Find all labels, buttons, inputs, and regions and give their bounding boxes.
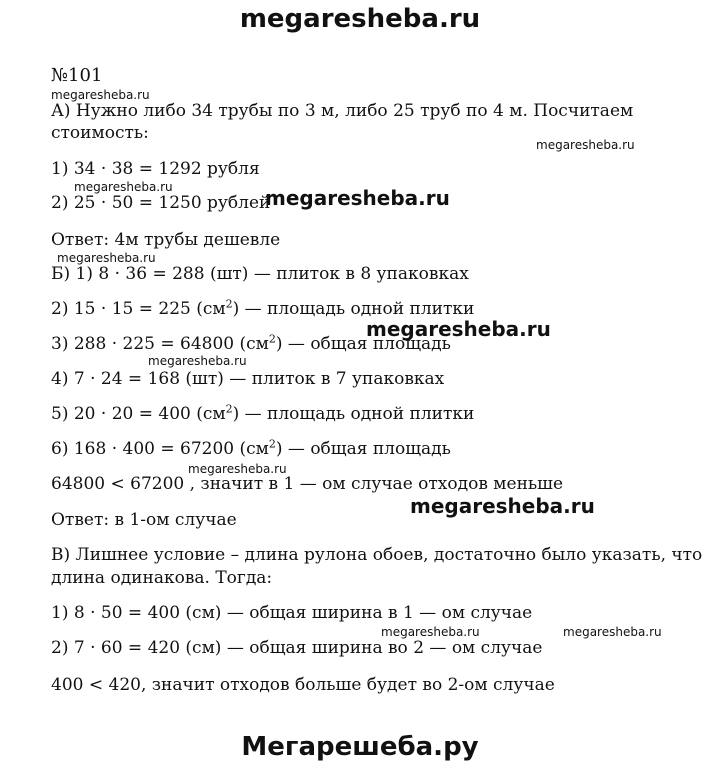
part-b-step-2-text: 2) 15 · 15 = 225 (см: [51, 299, 226, 319]
part-b-step-6-tail: ) — общая площадь: [275, 439, 451, 459]
part-b-step-1: Б) 1) 8 · 36 = 288 (шт) — плиток в 8 упаковках: [51, 264, 469, 284]
watermark-small: megaresheba.ru: [563, 625, 662, 639]
watermark-big: megaresheba.ru: [410, 494, 595, 518]
part-b-step-6: [51, 439, 451, 459]
part-b-comparison: 64800 < 67200 , значит в 1 — ом случае отходов меньше: [51, 474, 564, 494]
part-b-step-2-tail: ) — площадь одной плитки: [232, 299, 475, 319]
part-b-step-5: [51, 404, 474, 424]
part-a-step-1: 1) 34 · 38 = 1292 рубля: [51, 159, 260, 179]
watermark-small: megaresheba.ru: [148, 354, 247, 368]
watermark-small: megaresheba.ru: [57, 251, 156, 265]
site-header-title: megaresheba.ru: [239, 4, 481, 34]
part-b-answer: Ответ: в 1-ом случае: [51, 510, 237, 530]
part-c-step-2: 2) 7 · 60 = 420 (см) — общая ширина во 2 — ом случае: [51, 638, 543, 658]
watermark-small: megaresheba.ru: [188, 462, 287, 476]
part-b-step-4: 4) 7 · 24 = 168 (шт) — плиток в 7 упаковках: [51, 369, 445, 389]
watermark-big: megaresheba.ru: [366, 317, 551, 341]
watermark-small: megaresheba.ru: [536, 138, 635, 152]
site-footer-title: Мегарешеба.ру: [241, 732, 479, 762]
part-a-intro-line2: стоимость:: [51, 123, 149, 143]
part-a-intro-line1: А) Нужно либо 34 трубы по 3 м, либо 25 труб по 4 м. Посчитаем: [51, 101, 634, 121]
watermark-big: megaresheba.ru: [265, 186, 450, 210]
square-superscript: 2: [225, 297, 233, 311]
part-a-step-2: 2) 25 · 50 = 1250 рублей: [51, 193, 271, 213]
part-b-step-5-text: 5) 20 · 20 = 400 (см: [51, 404, 226, 424]
part-c-step-1: 1) 8 · 50 = 400 (см) — общая ширина в 1 — ом случае: [51, 603, 533, 623]
watermark-small: megaresheba.ru: [51, 88, 150, 102]
part-b-step-2: [51, 299, 474, 319]
part-c-conclusion: 400 < 420, значит отходов больше будет во 2-ом случае: [51, 675, 555, 695]
square-superscript: 2: [268, 332, 276, 346]
part-b-step-3-tail: ) — общая площадь: [275, 334, 451, 354]
part-c-intro-line2: длина одинакова. Тогда:: [51, 568, 273, 588]
part-a-answer: Ответ: 4м трубы дешевле: [51, 230, 281, 250]
part-b-step-6-text: 6) 168 · 400 = 67200 (см: [51, 439, 269, 459]
part-b-step-5-tail: ) — площадь одной плитки: [232, 404, 475, 424]
task-number: №101: [51, 65, 103, 86]
part-b-step-3-text: 3) 288 · 225 = 64800 (см: [51, 334, 269, 354]
part-c-intro-line1: В) Лишнее условие – длина рулона обоев, достаточно было указать, что: [51, 545, 703, 565]
watermark-small: megaresheba.ru: [74, 180, 173, 194]
square-superscript: 2: [225, 402, 233, 416]
square-superscript: 2: [268, 437, 276, 451]
watermark-small: megaresheba.ru: [381, 625, 480, 639]
